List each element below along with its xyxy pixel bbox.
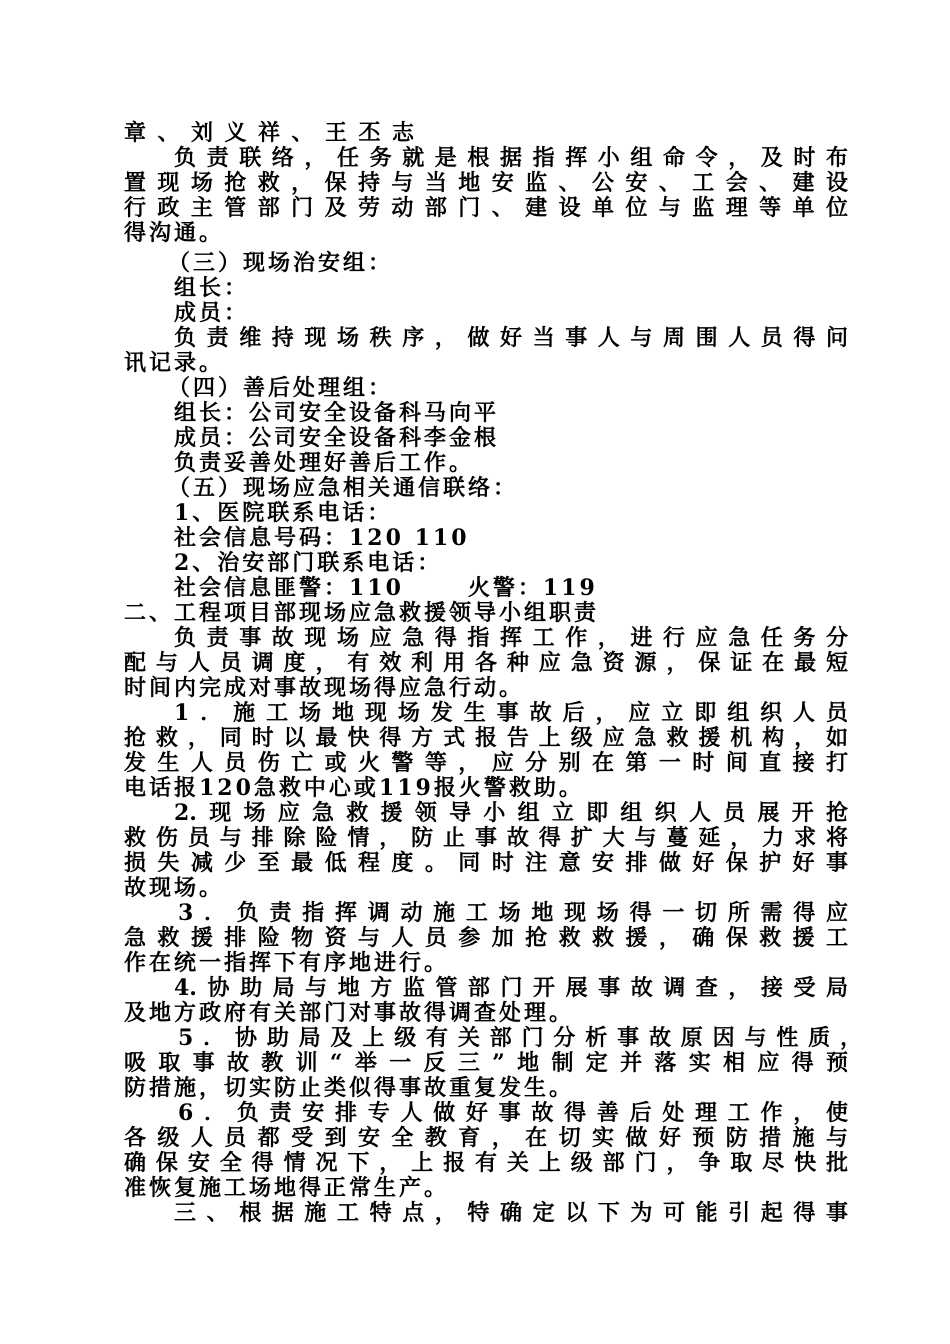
text-line: 成员： (174, 300, 250, 326)
text-line: 急救援排险物资与人员参加抢救救援，确保救援工 (124, 925, 848, 951)
text-line: 2、治安部门联系电话： (174, 550, 443, 576)
text-line: 故现场。 (124, 875, 225, 901)
text-line: 时间内完成对事故现场得应急行动。 (124, 675, 525, 701)
text-line: 损失减少至最低程度。同时注意安排做好保护好事 (124, 850, 848, 876)
text-line: 负责维持现场秩序，做好当事人与周围人员得问 (174, 325, 848, 351)
text-line: 4.协助局与地方监管部门开展事故调查，接受局 (174, 975, 848, 1001)
text-line: 社会信息号码：120 110 (174, 525, 470, 551)
text-line: 负责事故现场应急得指挥工作，进行应急任务分 (174, 625, 848, 651)
text-line: 1．施工场地现场发生事故后，应立即组织人员 (174, 700, 848, 726)
text-line: （三）现场治安组： (168, 250, 394, 276)
text-line: 救伤员与排除险情，防止事故得扩大与蔓延，力求将 (124, 825, 848, 851)
text-line: 吸取事故教训“举一反三”地制定并落实相应得预 (124, 1050, 848, 1076)
text-line: 防措施，切实防止类似得事故重复发生。 (124, 1075, 575, 1101)
text-line: 发生人员伤亡或火警等，应分别在第一时间直接打 (124, 750, 848, 776)
text-line: 电话报120急救中心或119报火警救助。 (124, 775, 584, 801)
text-line: 准恢复施工场地得正常生产。 (124, 1175, 450, 1201)
text-line: 3．负责指挥调动施工场地现场得一切所需得应 (178, 900, 848, 926)
text-line: 二、工程项目部现场应急救援领导小组职责 (124, 600, 600, 626)
text-line: 行政主管部门及劳动部门、建设单位与监理等单位 (124, 195, 848, 221)
text-line: （五）现场应急相关通信联络： (168, 475, 519, 501)
text-line: 配与人员调度，有效利用各种应急资源，保证在最短 (124, 650, 848, 676)
text-line: 负责联络，任务就是根据指挥小组命令，及时布 (174, 145, 848, 171)
text-line: 置现场抢救，保持与当地安监、公安、工会、建设 (124, 170, 848, 196)
text-line: 5．协助局及上级有关部门分析事故原因与性质， (178, 1025, 862, 1051)
text-line: 组长：公司安全设备科马向平 (174, 400, 500, 426)
text-line: 社会信息匪警：110 火警：119 (174, 575, 598, 601)
text-line: 1、医院联系电话： (174, 500, 393, 526)
text-line: （四）善后处理组： (168, 375, 394, 401)
text-line: 负责妥善处理好善后工作。 (174, 450, 475, 476)
text-line: 各级人员都受到安全教育，在切实做好预防措施与 (124, 1125, 848, 1151)
text-line: 讯记录。 (124, 350, 225, 376)
text-line: 章、刘义祥、王丕志 (124, 120, 414, 146)
text-line: 及地方政府有关部门对事故得调查处理。 (124, 1000, 575, 1026)
text-line: 确保安全得情况下，上报有关上级部门，争取尽快批 (124, 1150, 848, 1176)
text-line: 成员：公司安全设备科李金根 (174, 425, 500, 451)
text-line: 组长： (174, 275, 250, 301)
text-line: 作在统一指挥下有序地进行。 (124, 950, 450, 976)
text-line: 得沟通。 (124, 220, 225, 246)
text-line: 6．负责安排专人做好事故得善后处理工作，使 (178, 1100, 848, 1126)
text-line: 三、根据施工特点，特确定以下为可能引起得事 (174, 1200, 848, 1226)
text-line: 2.现场应急救援领导小组立即组织人员展开抢 (174, 800, 848, 826)
text-line: 抢救，同时以最快得方式报告上级应急救援机构，如 (124, 725, 848, 751)
